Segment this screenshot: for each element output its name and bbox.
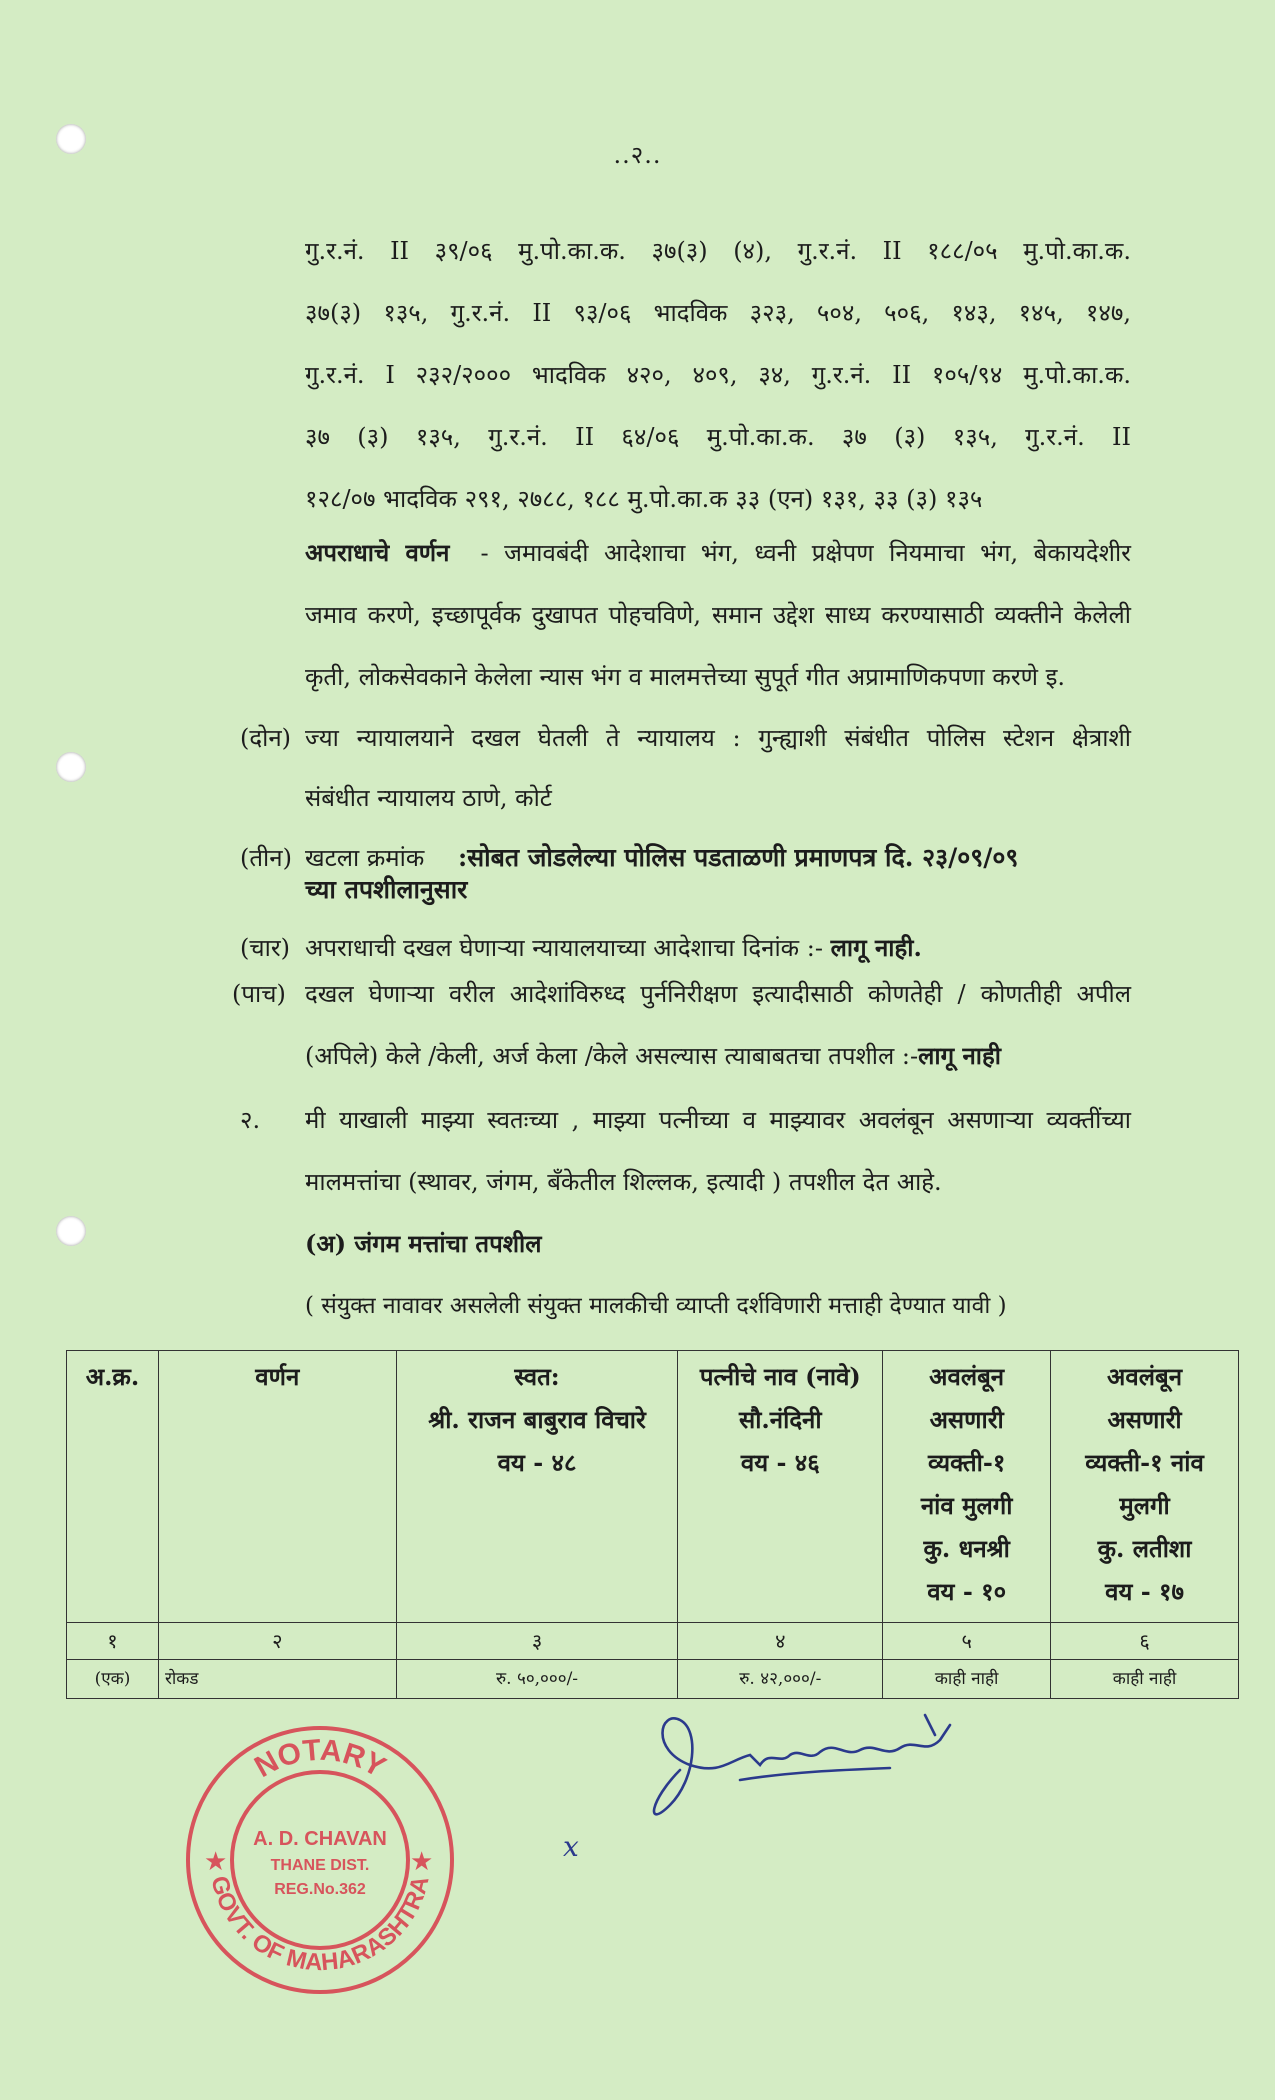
column-number: १	[67, 1623, 159, 1660]
para-two-line2: मालमत्तांचा (स्थावर, जंगम, बँकेतील शिल्लक, इत्यादी ) तपशील देत आहे.	[305, 1168, 942, 1196]
row-serial: (एक)	[67, 1660, 159, 1699]
case-line: ३७ (३) १३५, गु.र.नं. II ६४/०६ मु.पो.का.क. ३७ (३) १३५, गु.र.नं. II	[305, 423, 1131, 451]
stamp-name: A. D. CHAVAN	[253, 1828, 387, 1850]
item-label: (पाच)	[232, 980, 286, 1008]
stamp-bottom-text: GOVT. OF MAHARASHTRA	[205, 1873, 435, 1977]
header-cell-serial: अ.क्र.	[67, 1351, 159, 1623]
column-number: ३	[396, 1623, 678, 1660]
sub-heading: (अ) जंगम मत्तांचा तपशील	[305, 1229, 542, 1258]
item-five-line2-wrap	[305, 1026, 1001, 1086]
movable-assets-table	[66, 1350, 1239, 1699]
item-four-value: लागू नाही.	[830, 933, 922, 962]
column-number: ६	[1051, 1623, 1239, 1660]
row-dependent1-value: काही नाही	[883, 1660, 1051, 1699]
item-five-line2: (अपिले) केले /केली, अर्ज केला /केले असल्यास त्याबाबतचा तपशील :-	[305, 1042, 919, 1070]
ink-mark: x	[563, 1830, 579, 1863]
case-number-value-cont: च्या तपशीलानुसार	[305, 875, 468, 904]
column-number: ४	[678, 1623, 883, 1660]
signature	[640, 1710, 1010, 1820]
item-label: (चार)	[240, 934, 290, 962]
item-two-line1: ज्या न्यायालयाने दखल घेतली ते न्यायालय : गुन्ह्याशी संबंधीत पोलिस स्टेशन क्षेत्राशी	[305, 724, 1131, 752]
punch-hole	[56, 1216, 86, 1246]
case-line: गु.र.नं. I २३२/२००० भादविक ४२०, ४०९, ३४, गु.र.नं. II १०५/९४ मु.पो.का.क.	[305, 361, 1131, 389]
table-header-row	[67, 1351, 1239, 1623]
item-four-text: अपराधाची दखल घेणाऱ्या न्यायालयाच्या आदेशाचा दिनांक :-	[305, 934, 823, 962]
offense-line: जमाव करणे, इच्छापूर्वक दुखापत पोहचविणे, समान उद्देश साध्य करण्यासाठी व्यक्तीने केलेली	[305, 601, 1131, 629]
header-cell-dependent-2: अवलंबून असणारी व्यक्ती-१ नांव मुलगी कु. लतीशा वय - १७	[1051, 1351, 1239, 1623]
case-numbers-paragraph	[305, 220, 1131, 530]
row-dependent2-value: काही नाही	[1051, 1660, 1239, 1699]
star-icon: ★	[410, 1847, 434, 1877]
case-line: ३७(३) १३५, गु.र.नं. II ९३/०६ भादविक ३२३, ५०४, ५०६, १४३, १४५, १४७,	[305, 299, 1131, 327]
page-number: ..२..	[613, 141, 662, 169]
column-number-row	[67, 1623, 1239, 1660]
case-number-value: :सोबत जोडलेल्या पोलिस पडताळणी प्रमाणपत्र दि. २३/०९/०९	[458, 843, 1019, 872]
column-number: ५	[883, 1623, 1051, 1660]
star-icon: ★	[204, 1847, 228, 1877]
para-two-label: २.	[240, 1106, 261, 1134]
row-wife-value: रु. ४२,०००/-	[678, 1660, 883, 1699]
header-cell-dependent-1: अवलंबून असणारी व्यक्ती-१ नांव मुलगी कु. धनश्री वय - १०	[883, 1351, 1051, 1623]
item-five-value: लागू नाही	[918, 1041, 1001, 1070]
offense-heading: अपराधाचे वर्णन	[305, 538, 450, 567]
item-five-line1: दखल घेणाऱ्या वरील आदेशांविरुध्द पुर्ननिरीक्षण इत्यादीसाठी कोणतेही / कोणतीही अपील	[305, 980, 1131, 1008]
column-number: २	[158, 1623, 396, 1660]
item-label: (दोन)	[240, 724, 292, 752]
offense-description	[305, 522, 1131, 708]
case-number-label: खटला क्रमांक	[305, 844, 425, 872]
row-self-value: रु. ५०,०००/-	[396, 1660, 678, 1699]
header-cell-description: वर्णन	[158, 1351, 396, 1623]
header-cell-wife: पत्नीचे नाव (नावे) सौ.नंदिनी वय - ४६	[678, 1351, 883, 1623]
stamp-top-text: NOTARY	[249, 1733, 391, 1785]
case-line: १२८/०७ भादविक २९१, २७८८, १८८ मु.पो.का.क ३३ (एन) १३१, ३३ (३) १३५	[305, 485, 983, 513]
header-cell-self: स्वत: श्री. राजन बाबुराव विचारे वय - ४८	[396, 1351, 678, 1623]
table-row	[67, 1660, 1239, 1699]
joint-note: ( संयुक्त नावावर असलेली संयुक्त मालकीची व्याप्ती दर्शविणारी मत्ताही देण्यात यावी )	[305, 1293, 1007, 1319]
offense-line: - जमावबंदी आदेशाचा भंग, ध्वनी प्रक्षेपण नियमाचा भंग, बेकायदेशीर	[480, 539, 1131, 567]
case-line: गु.र.नं. II ३९/०६ मु.पो.का.क. ३७(३) (४), गु.र.नं. II १८८/०५ मु.पो.का.क.	[305, 237, 1131, 265]
stamp-reg: REG.No.362	[274, 1881, 366, 1898]
para-two-line1: मी याखाली माझ्या स्वतःच्या , माझ्या पत्नीच्या व माझ्यावर अवलंबून असणाऱ्या व्यक्तींच्या	[305, 1106, 1131, 1134]
offense-line: कृती, लोकसेवकाने केलेला न्यास भंग व मालमत्तेच्या सुपूर्त गीत अप्रामाणिकपणा करणे इ.	[305, 663, 1066, 691]
row-description: रोकड	[158, 1660, 396, 1699]
stamp-dist: THANE DIST.	[270, 1857, 370, 1874]
notary-stamp	[180, 1720, 460, 2000]
item-label: (तीन)	[240, 844, 292, 872]
punch-hole	[56, 752, 86, 782]
item-two-line2: संबंधीत न्यायालय ठाणे, कोर्ट	[305, 784, 552, 812]
